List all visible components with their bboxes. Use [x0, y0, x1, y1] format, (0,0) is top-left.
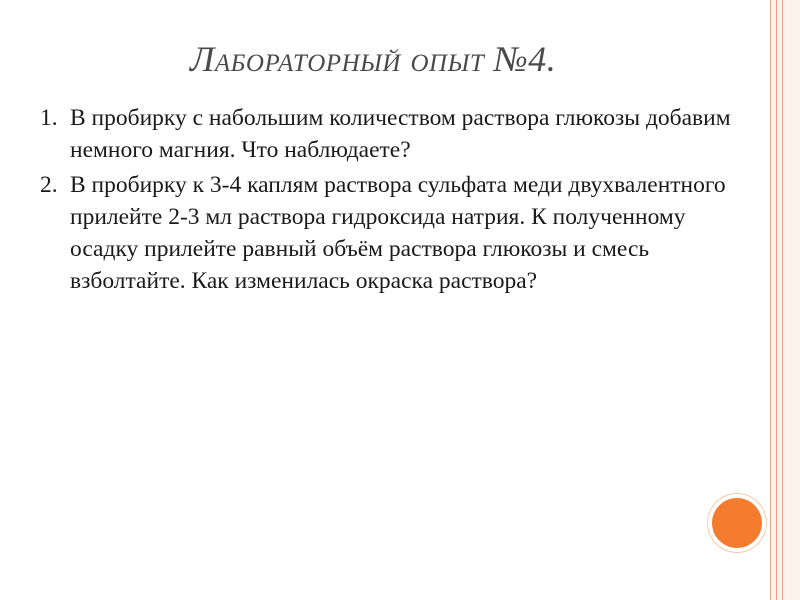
list-item-number: 2.: [40, 172, 58, 198]
list-item-text: В пробирку с набольшим количеством раствора глюкозы добавим немного магния. Что наблюдаете?: [70, 105, 731, 163]
right-border-line-middle: [776, 0, 777, 600]
list-item: [40, 102, 740, 166]
list-item-text: В пробирку к 3-4 каплям раствора сульфата меди двухвалентного прилейте 2-3 мл раствора гидроксида натрия. К полученному осадку прилейте равный объём раствора глюкозы и смесь взболтайте. Как изменилась окраска раствора?: [70, 172, 726, 294]
list-item-number: 1.: [40, 105, 58, 131]
right-border-line-inner: [770, 0, 771, 600]
list-item: [40, 169, 740, 297]
decorative-circle: [712, 498, 762, 548]
right-border-band: [770, 0, 800, 600]
slide-title: Лабораторный опыт №4.: [190, 39, 557, 79]
instruction-list: [40, 102, 740, 300]
right-border-line-outer: [782, 0, 783, 600]
